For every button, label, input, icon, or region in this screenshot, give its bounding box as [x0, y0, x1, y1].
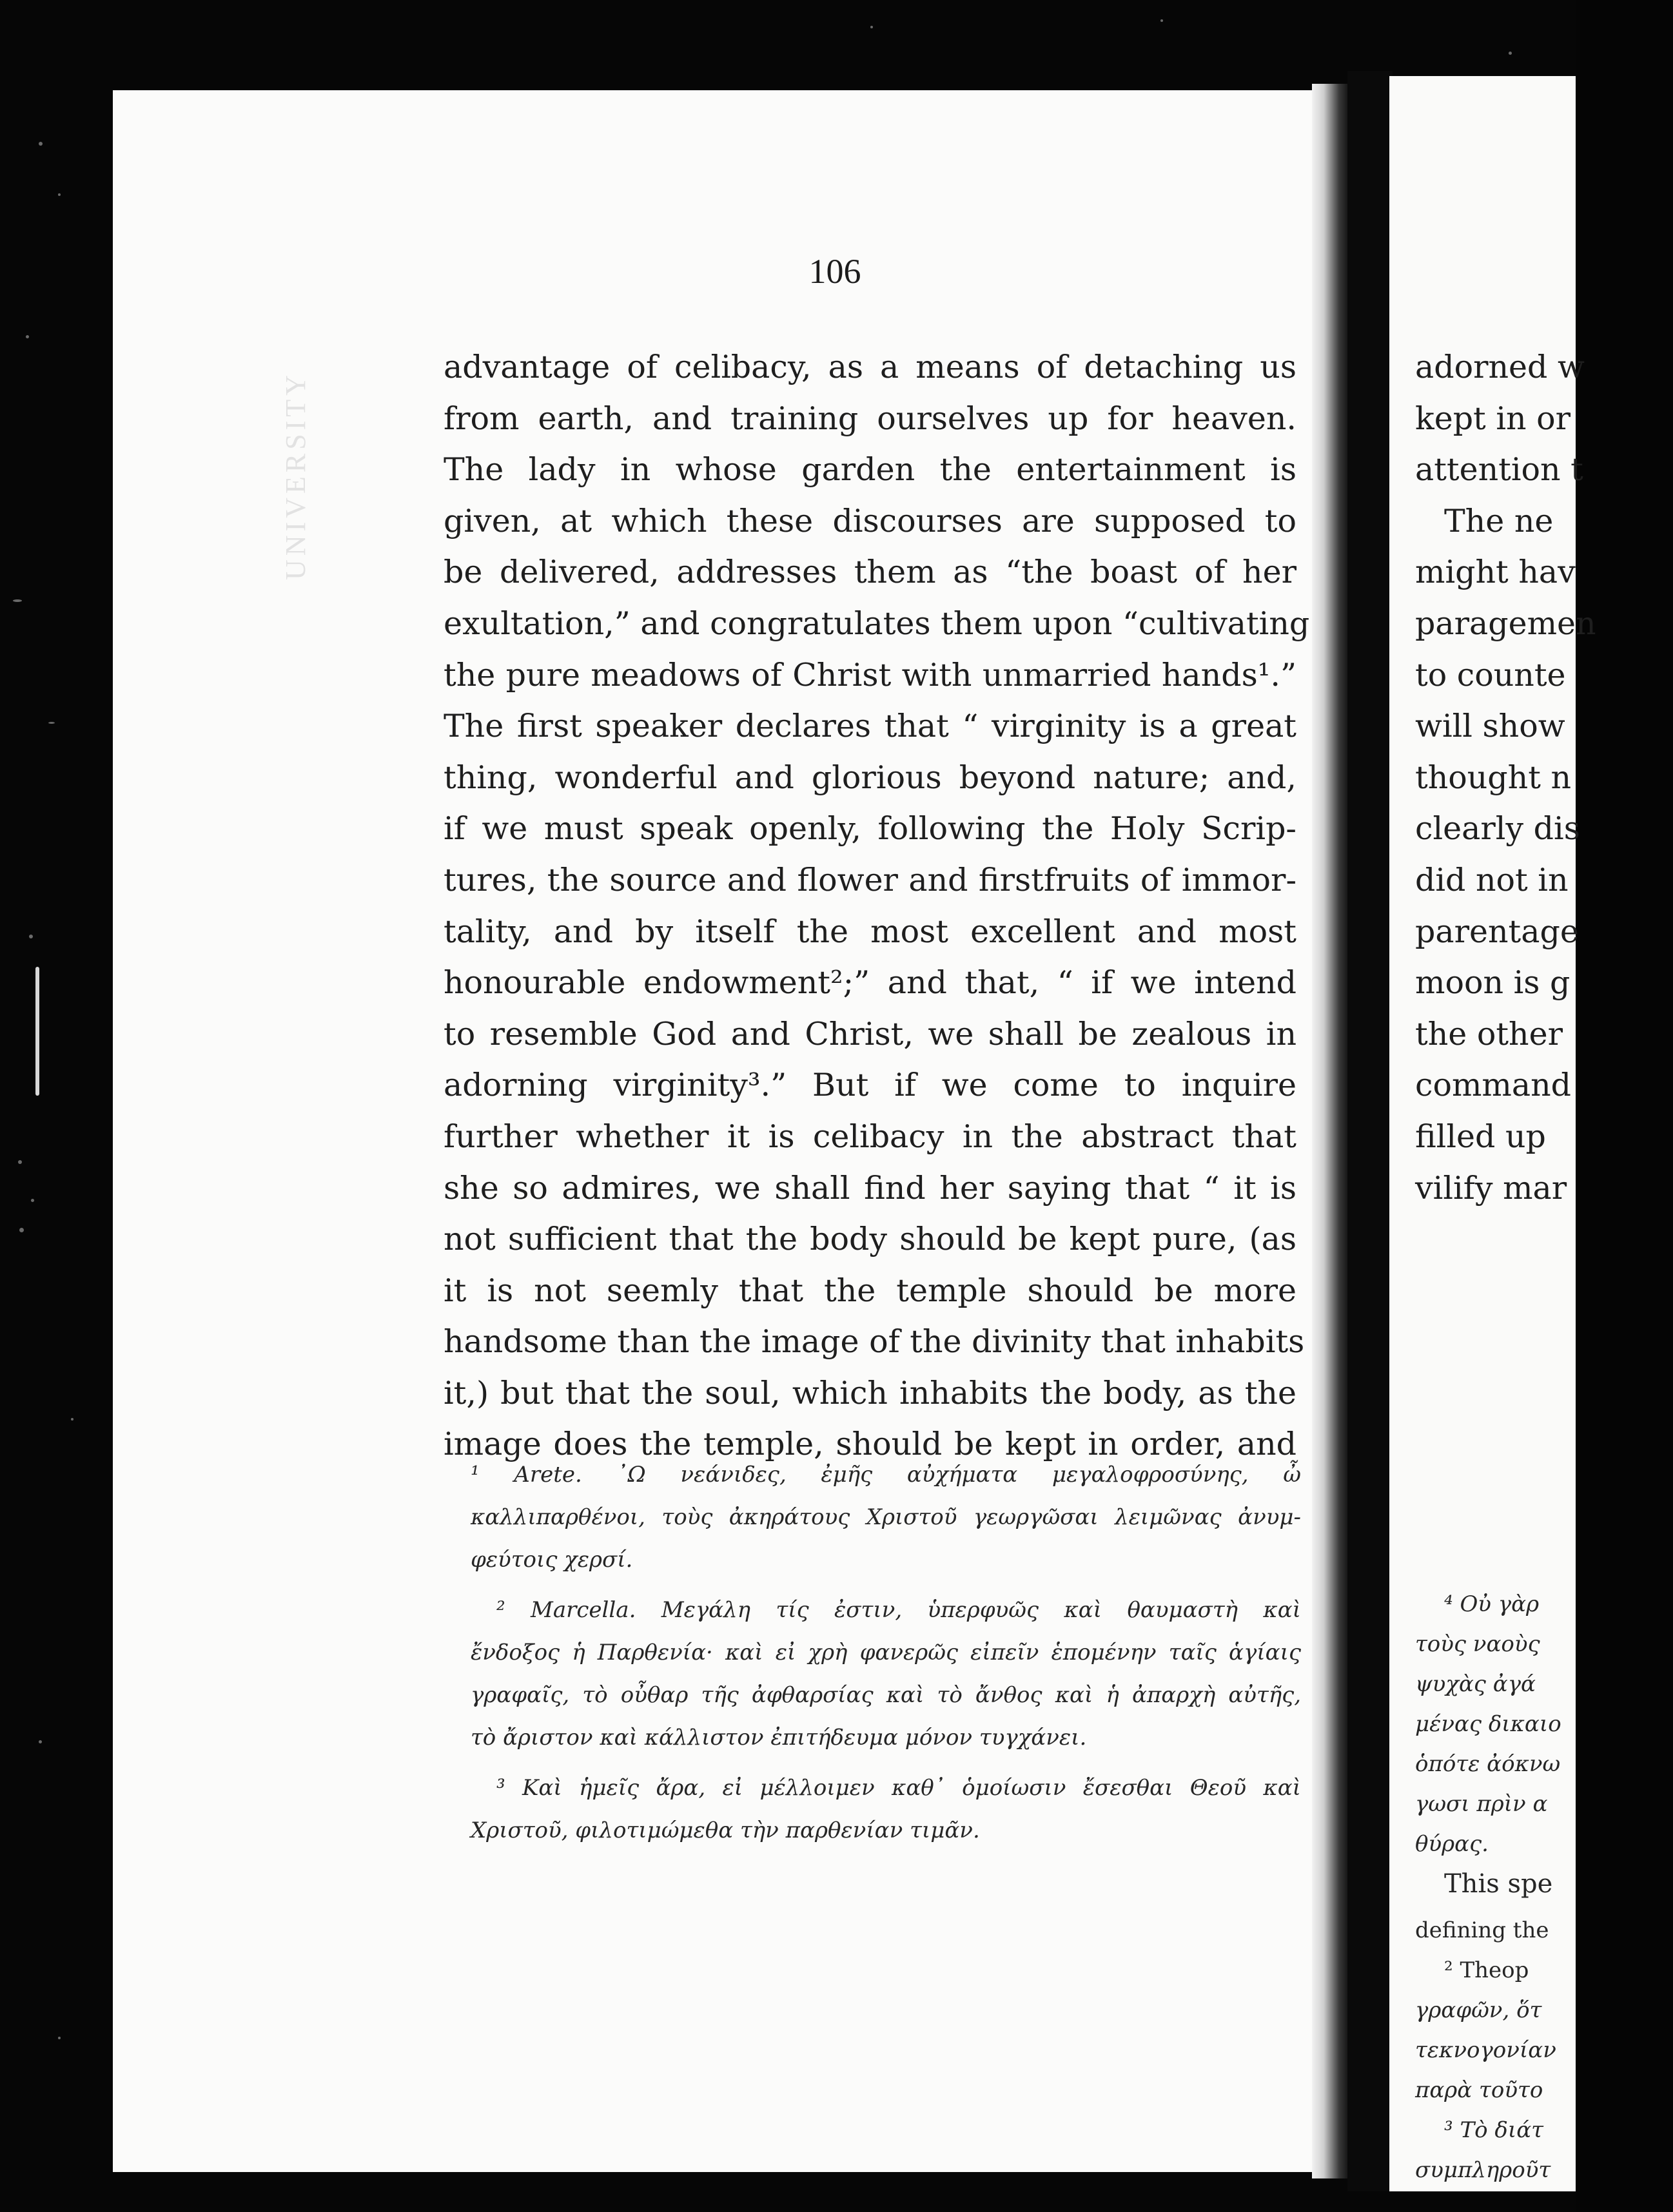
body-line: tures, the source and flower and firstfruits of immor-: [444, 861, 1296, 898]
dust-speck: [19, 1228, 24, 1232]
dust-speck: [13, 599, 22, 602]
dust-speck: [31, 1199, 34, 1202]
right-body-line: clearly dis: [1415, 810, 1580, 848]
dust-speck: [71, 1418, 73, 1421]
book-gutter: [1347, 71, 1393, 2191]
page-fold-shadow: [1312, 84, 1351, 2178]
body-line: if we must speak openly, following the Holy Scrip-: [444, 810, 1296, 848]
body-line: The first speaker declares that “ virginity is a great: [444, 708, 1296, 745]
dust-speck: [48, 722, 55, 724]
right-body-line: will show: [1415, 708, 1565, 745]
body-line: thing, wonderful and glorious beyond nature; and,: [444, 759, 1296, 796]
right-footnote-line: συμπληροῦτ: [1415, 2157, 1551, 2183]
right-body-line: paragemen: [1415, 605, 1596, 642]
footnotes: [471, 1453, 1301, 1852]
right-body-line: vilify mar: [1415, 1169, 1567, 1207]
dust-speck: [1509, 52, 1512, 55]
right-body-line: kept in or: [1415, 400, 1571, 437]
body-line: adorning virginity³.” But if we come to inquire: [444, 1067, 1296, 1104]
right-footnote-line: ψυχὰς ἀγά: [1415, 1671, 1536, 1697]
right-footnote-line: ³ Τὸ διάτ: [1444, 2117, 1543, 2143]
footnote-2-line: τὸ ἄριστον καὶ κάλλιστον ἐπιτήδευμα μόνον τυγχάνει.: [471, 1725, 1087, 1751]
body-line: The lady in whose garden the entertainment is: [444, 451, 1296, 489]
right-footnote-line: γραφῶν, ὅτ: [1415, 1997, 1542, 2023]
body-line: advantage of celibacy, as a means of detaching us: [444, 349, 1296, 385]
body-line: the pure meadows of Christ with unmarried hands¹.”: [444, 656, 1296, 694]
right-footnote-line: τοὺς ναοὺς: [1415, 1631, 1540, 1657]
right-page-text: [1415, 342, 1673, 1214]
right-body-line: might hav: [1415, 554, 1576, 591]
body-line: be delivered, addresses them as “the boast of her: [444, 554, 1296, 591]
right-body-line: to counte: [1415, 656, 1566, 694]
footnote-1-line: ¹ Arete. ᾿Ω νεάνιδες, ἐμῆς αὐχήματα μεγαλοφροσύνης, ὦ: [471, 1462, 1301, 1488]
body-line: it,) but that the soul, which inhabits the body, as the: [444, 1374, 1296, 1412]
dust-speck: [1160, 19, 1163, 22]
right-body-line: The ne: [1444, 502, 1554, 539]
dust-speck: [58, 2037, 61, 2039]
right-body-line: filled up: [1415, 1118, 1546, 1155]
body-line: not sufficient that the body should be kept pure, (as: [444, 1221, 1296, 1258]
right-body-line: adorned w: [1415, 349, 1585, 385]
dust-speck: [39, 1740, 42, 1743]
body-line: to resemble God and Christ, we shall be zealous in: [444, 1015, 1296, 1053]
right-body-line: the other: [1415, 1015, 1563, 1053]
body-line: from earth, and training ourselves up for heaven.: [444, 400, 1296, 437]
right-footnote-line: τεκνογονίαν: [1415, 2037, 1556, 2063]
footnote-2-line: ² Marcella. Μεγάλη τίς ἐστιν, ὑπερφυῶς καὶ θαυμαστὴ καὶ: [496, 1597, 1301, 1623]
dust-speck: [870, 26, 873, 28]
right-footnote-line: θύρας.: [1415, 1831, 1489, 1857]
footnote-2-line: γραφαῖς, τὸ οὖθαρ τῆς ἀφθαρσίας καὶ τὸ ἄνθος καὶ ἡ ἀπαρχὴ αὐτῆς,: [471, 1682, 1301, 1708]
right-body-line: moon is g: [1415, 964, 1570, 1002]
right-body-line: parentage: [1415, 913, 1579, 950]
body-line: she so admires, we shall find her saying that “ it is: [444, 1169, 1296, 1207]
dust-speck: [18, 1160, 22, 1164]
right-footnote-line: defining the: [1415, 1917, 1549, 1943]
body-line: tality, and by itself the most excellent and most: [444, 913, 1296, 950]
right-body-line: thought n: [1415, 759, 1572, 796]
body-line: honourable endowment²;” and that, “ if we intend: [444, 964, 1296, 1002]
dust-speck: [39, 142, 43, 146]
footnote-2-line: ἔνδοξος ἡ Παρθενία· καὶ εἰ χρὴ φανερῶς εἰπεῖν ἑπομένην ταῖς ἁγίαις: [471, 1640, 1301, 1665]
body-line: handsome than the image of the divinity that inhabits: [444, 1323, 1305, 1361]
body-line: image does the temple, should be kept in order, and: [444, 1426, 1296, 1463]
footnote-1-line: καλλιπαρθένοι, τοὺς ἀκηράτους Χριστοῦ γεωργῶσαι λειμῶνας ἀνυμ-: [471, 1504, 1301, 1530]
right-footnote-line: γωσι πρὶν α: [1415, 1791, 1548, 1817]
right-footnote-line: ὁπότε ἀόκνω: [1415, 1751, 1561, 1777]
right-footnote-line: ² Theop: [1444, 1957, 1529, 1983]
library-stamp: UNIVERSITY: [280, 371, 311, 580]
dust-speck: [58, 193, 61, 196]
dust-speck: [26, 335, 29, 338]
right-footnote-line: ⁴ Οὐ γὰρ: [1444, 1591, 1540, 1617]
dust-speck: [29, 935, 33, 938]
body-line: exultation,” and congratulates them upon “cultivating: [444, 605, 1310, 642]
right-body-line: command: [1415, 1067, 1572, 1104]
body-line: further whether it is celibacy in the abstract that: [444, 1118, 1296, 1155]
right-body-line: did not in: [1415, 861, 1569, 898]
footnote-3-line: Χριστοῦ, φιλοτιμώμεθα τὴν παρθενίαν τιμᾶν.: [471, 1818, 980, 1843]
body-text: [444, 342, 1310, 1470]
right-footnote-line: παρὰ τοῦτο: [1415, 2077, 1543, 2103]
right-body-line: attention t: [1415, 451, 1583, 489]
right-footnote-line: This spe: [1444, 1869, 1553, 1899]
body-line: it is not seemly that the temple should be more: [444, 1272, 1296, 1309]
footnote-1-line: φεύτοις χερσί.: [471, 1547, 633, 1573]
right-page: [1389, 76, 1596, 2191]
right-footnote-line: μένας δικαιο: [1415, 1711, 1561, 1737]
body-line: given, at which these discourses are supposed to: [444, 502, 1296, 539]
edge-scratch: [35, 967, 39, 1096]
right-page-footnotes: [1415, 1584, 1673, 2190]
footnote-3-line: ³ Καὶ ἡμεῖς ἄρα, εἰ μέλλοιμεν καθ᾿ ὁμοίωσιν ἔσεσθαι Θεοῦ καὶ: [496, 1775, 1301, 1801]
page-number: 106: [808, 252, 861, 291]
